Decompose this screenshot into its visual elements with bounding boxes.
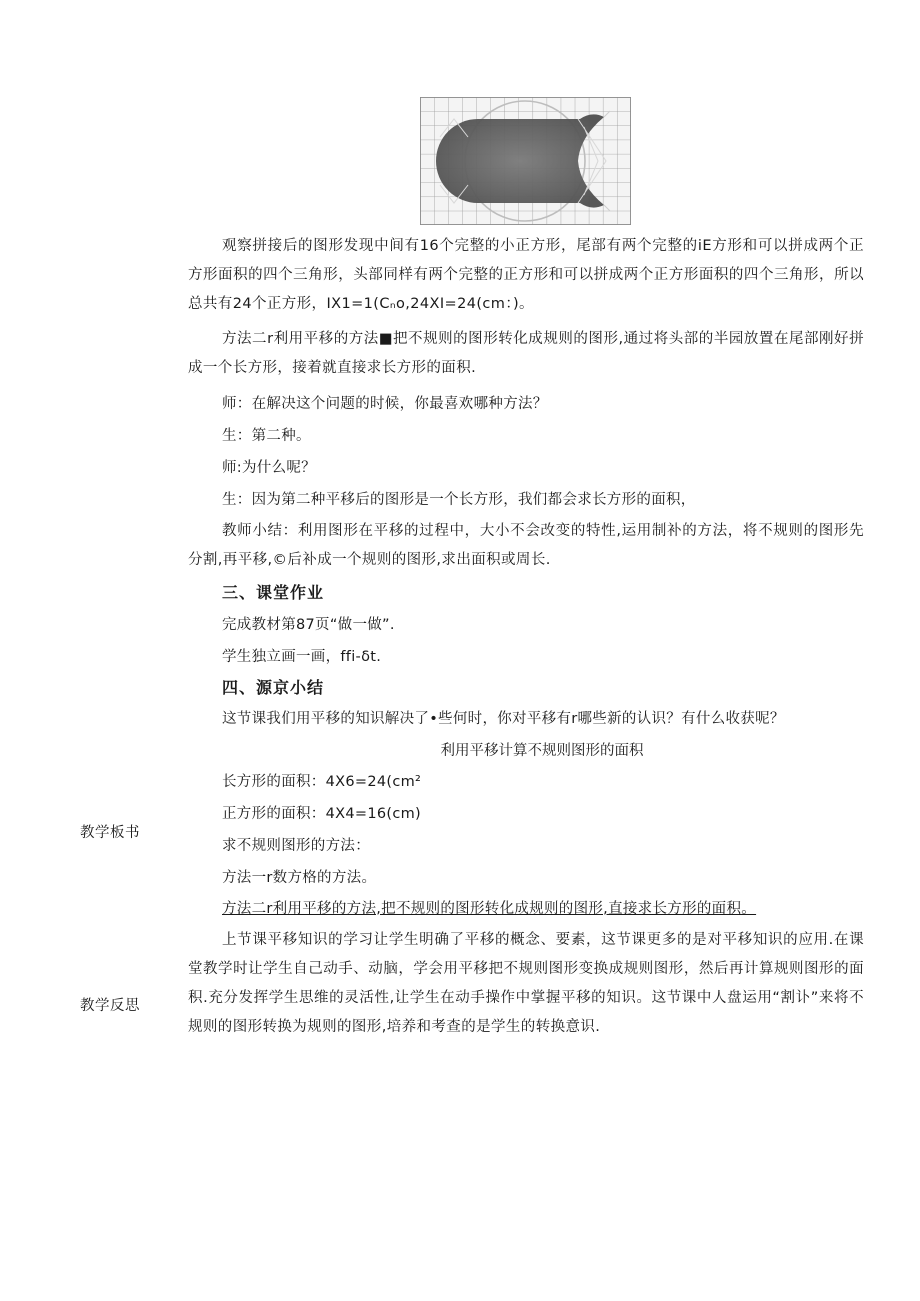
method-two-paragraph: 方法二r利用平移的方法■把不规则的图形转化成规则的图形,通过将头部的半园放置在尾部刚好拼成一个长方形，接着就直接求长方形的面积. [188, 331, 864, 376]
homework-line-1: 完成教材第87页“做一做”. [222, 617, 395, 633]
observation-paragraph: 观察拼接后的图形发现中间有16个完整的小正方形，尾部有两个完整的iE方形和可以拼成两个正方形面积的四个三角形，头部同样有两个完整的正方形和可以拼成两个正方形面积的四个三角形，所以总共有24个正方形，IX1=1(Cₙo,24XI=24(cm：)。 [188, 238, 864, 312]
teacher-summary: 教师小结：利用图形在平移的过程中，大小不会改变的特性,运用制补的方法，将不规则的图形先分割,再平移,©后补成一个规则的图形,求出面积或周长. [188, 523, 864, 568]
board-square-area: 正方形的面积：4X4=16(cm) [222, 806, 421, 822]
teacher-why: 师:为什么呢？ [222, 460, 316, 476]
homework-line-2: 学生独立画一画，ffi-δt. [222, 649, 382, 665]
grid-shape-figure [420, 97, 631, 225]
student-answer-2: 生：因为第二种平移后的图形是一个长方形，我们都会求长方形的面积， [222, 492, 696, 508]
homework-heading: 三、课堂作业 [222, 583, 325, 602]
summary-question: 这节课我们用平移的知识解决了•些何时，你对平移有r哪些新的认识？有什么收获呢？ [222, 711, 785, 727]
reflection-label: 教学反思 [80, 998, 140, 1014]
board-method-1: 方法一r数方格的方法。 [222, 870, 377, 886]
board-method-2: 方法二r利用平移的方法,把不规则的图形转化成规则的图形,直接求长方形的面积。 [222, 901, 757, 917]
board-label: 教学板书 [80, 825, 140, 841]
student-answer-1: 生：第二种。 [222, 428, 311, 444]
board-rect-area: 长方形的面积：4X6=24(cm² [222, 774, 422, 790]
board-title: 利用平移计算不规则图形的面积 [440, 743, 644, 759]
board-methods-intro: 求不规则图形的方法： [222, 838, 370, 854]
summary-heading: 四、源京小结 [222, 678, 325, 697]
teacher-question: 师：在解决这个问题的时候，你最喜欢哪种方法？ [222, 396, 548, 412]
reflection-text: 上节课平移知识的学习让学生明确了平移的概念、要素，这节课更多的是对平移知识的应用.在课堂教学时让学生自己动手、动脑，学会用平移把不规则图形变换成规则图形，然后再计算规则图形的面积.充分发挥学生思维的灵活性,让学生在动手操作中掌握平移的知识。这节课中人盘运用“割讣”来将不规则的图形转换为规则的图形,培养和考查的是学生的转换意识. [188, 932, 864, 1035]
